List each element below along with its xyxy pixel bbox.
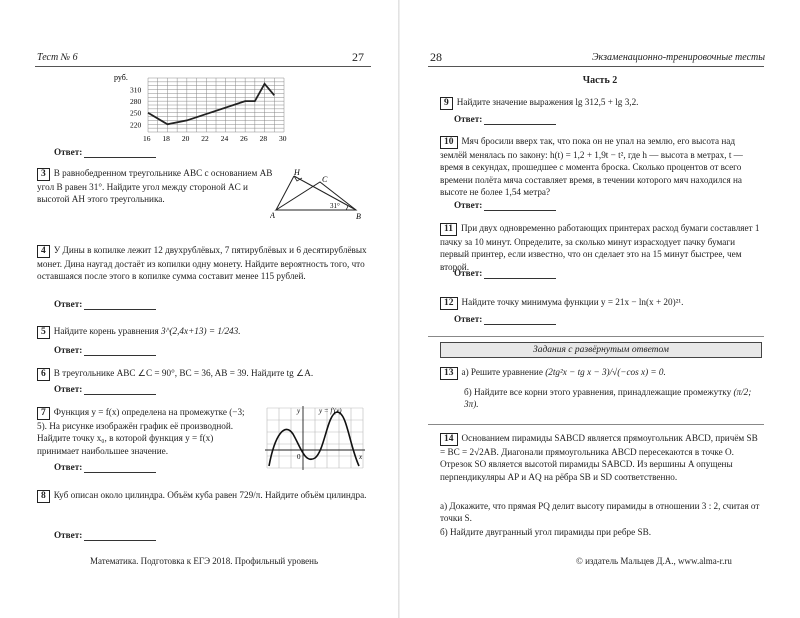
answer-line[interactable]: [84, 472, 156, 473]
chart-x-tick: 16: [143, 134, 151, 143]
header-rule: [428, 66, 764, 67]
question-number: 10: [440, 136, 458, 149]
question-text: Мяч бросили вверх так, что пока он не упал на землю, его высота над землёй менялась по закону: h(t) = 1,2 + 1,9t − t², где h — высота в метрах, t — время в секундах, прошедшее с момента броска. Сколько процентов от всего времени полёта мяча составляет время, в течении которого мяч находился на высоте не более 1,54 метра?: [440, 136, 743, 197]
answer-line[interactable]: [84, 157, 156, 158]
question-text: Найдите значение выражения lg 312,5 + lg 3,2.: [456, 97, 639, 107]
chart-ylabel: руб.: [114, 73, 128, 82]
answer-label: Ответ:: [454, 314, 483, 324]
question-text: Основанием пирамиды SABCD является прямоугольник ABCD, причём SB = BC = 2√2AB. Диагонали прямоугольника ABCD пересекаются в точке O. Отрезок SO является высотой пирамиды SABCD. Из вершины A опущены перпендикуляры AP и AQ на рёбра SB и SD соответственно.: [440, 433, 758, 482]
label-h: H: [294, 168, 300, 177]
question-13: [440, 366, 760, 380]
answer-line[interactable]: [84, 309, 156, 310]
chart-x-tick: 30: [279, 134, 287, 143]
question-number: 5: [37, 326, 50, 339]
answer-line[interactable]: [484, 210, 556, 211]
derivative-graph: [263, 404, 367, 474]
question-number: 12: [440, 297, 458, 310]
question-10: [440, 135, 760, 198]
answer-line[interactable]: [484, 124, 556, 125]
question-text: В треугольнике ABC ∠C = 90°, BC = 36, AB = 39. Найдите tg ∠A.: [53, 368, 314, 378]
answer-label: Ответ:: [454, 114, 483, 124]
section-divider: [428, 336, 764, 337]
right-footer: © издатель Мальцев Д.А., www.alma-r.ru: [576, 556, 732, 566]
question-text: При двух одновременно работающих принтерах расход бумаги составляет 1 пачку за 10 минут. Определите, за сколько минут израсходует пачку бумаги первый принтер, если известно, что он сделает это на 15 минут быстрее, чем второй.: [440, 223, 760, 272]
question-text: У Дины в копилке лежит 12 двухрублёвых, 7 пятирублёвых и 6 десятирублёвых монет. Дина наугад достаёт из копилки одну монету. Найдите вероятность того, что оставшаяся после этого в копилке сумма составит менее 115 рублей.: [37, 245, 367, 282]
question-text: Найдите корень уравнения: [53, 326, 159, 336]
question-6: [37, 367, 367, 381]
right-page-number: 28: [430, 50, 442, 64]
answer-line[interactable]: [84, 355, 156, 356]
question-9: [440, 96, 760, 110]
chart-series-line: [148, 84, 274, 125]
question-13-part-b: [464, 386, 760, 411]
question-text: Функция y = f(x) определена на промежутке (−3; 5). На рисунке изображён график её производной. Найдите точку x₀, в которой функция y = f(x) принимает наибольшее значение.: [37, 407, 245, 456]
question-number: 3: [37, 168, 50, 181]
left-footer: Математика. Подготовка к ЕГЭ 2018. Профильный уровень: [90, 556, 319, 566]
answer-line[interactable]: [84, 540, 156, 541]
formula: 3^(2,4x+13) = 1/243.: [160, 326, 241, 336]
question-14: [440, 432, 760, 483]
curve-label: y = f′(x): [319, 407, 342, 415]
label-b: B: [356, 212, 361, 220]
chart-x-tick: 26: [240, 134, 248, 143]
question-text: Найдите точку минимума функции y = 21x − ln(x + 20)²¹.: [461, 297, 684, 307]
question-number: 8: [37, 490, 50, 503]
answer-label: Ответ:: [54, 345, 83, 355]
price-chart: [112, 72, 292, 144]
left-header-title: Тест № 6: [37, 52, 78, 63]
question-14-part-b: б) Найдите двугранный угол пирамиды при ребре SB.: [440, 527, 652, 537]
question-number: 6: [37, 368, 50, 381]
section-divider: [428, 424, 764, 425]
question-8: [37, 489, 367, 503]
answer-line[interactable]: [84, 394, 156, 395]
part-title: Часть 2: [582, 75, 618, 86]
answer-label: Ответ:: [54, 384, 83, 394]
section-banner: Задания с развёрнутым ответом: [440, 342, 762, 358]
interval: (π/2; 3π).: [464, 387, 752, 410]
question-14-part-a: а) Докажите, что прямая PQ делит высоту пирамиды в отношении 3 : 2, считая от точки S.: [440, 501, 760, 524]
chart-y-tick: 220: [130, 120, 142, 130]
answer-label: Ответ:: [454, 200, 483, 210]
question-number: 11: [440, 223, 457, 236]
axis-x-label: x: [359, 453, 363, 461]
right-page: [400, 0, 800, 618]
answer-label: Ответ:: [454, 268, 483, 278]
chart-y-tick: 250: [130, 108, 142, 118]
angle-label: 31°: [330, 202, 340, 210]
answer-label: Ответ:: [54, 147, 83, 157]
chart-x-tick: 22: [201, 134, 209, 143]
question-number: 14: [440, 433, 458, 446]
equation: (2tg²x − tg x − 3)/√(−cos x) = 0.: [545, 367, 666, 377]
answer-label: Ответ:: [54, 530, 83, 540]
question-11: [440, 222, 760, 273]
part-a: а) Решите уравнение: [461, 367, 543, 377]
answer-line[interactable]: [484, 324, 556, 325]
chart-x-tick: 24: [220, 134, 229, 143]
chart-y-tick: 280: [130, 97, 142, 107]
question-number: 9: [440, 97, 453, 110]
answer-label: Ответ:: [54, 299, 83, 309]
question-text: Куб описан около цилиндра. Объём куба равен 729/π. Найдите объём цилиндра.: [53, 490, 367, 500]
chart-y-tick: 310: [130, 85, 142, 95]
chart-x-tick: 18: [162, 134, 170, 143]
question-number: 13: [440, 367, 458, 380]
part-b: б) Найдите все корни этого уравнения, принадлежащие промежутку: [464, 387, 732, 397]
question-5: [37, 325, 367, 339]
right-header-title: Экзаменационно-тренировочные тесты: [592, 52, 766, 63]
answer-label: Ответ:: [54, 462, 83, 472]
question-4: [37, 244, 367, 283]
label-a: A: [270, 211, 275, 220]
header-rule: [35, 66, 371, 67]
question-number: 7: [37, 407, 50, 420]
left-page-number: 27: [352, 50, 364, 64]
question-3: [37, 167, 275, 206]
triangle-figure: [270, 168, 362, 220]
chart-x-tick: 20: [181, 134, 190, 143]
question-7: [37, 406, 255, 457]
question-12: [440, 296, 760, 310]
question-number: 4: [37, 245, 50, 258]
origin-label: 0: [297, 453, 301, 461]
label-c: C: [322, 175, 328, 184]
axis-y-label: y: [297, 407, 301, 415]
question-text: В равнобедренном треугольнике ABC с основанием AB угол B равен 31°. Найдите угол между стороной AC и высотой AH этого треугольника.: [37, 168, 273, 205]
answer-line[interactable]: [484, 278, 556, 279]
chart-x-tick: 28: [259, 134, 268, 143]
